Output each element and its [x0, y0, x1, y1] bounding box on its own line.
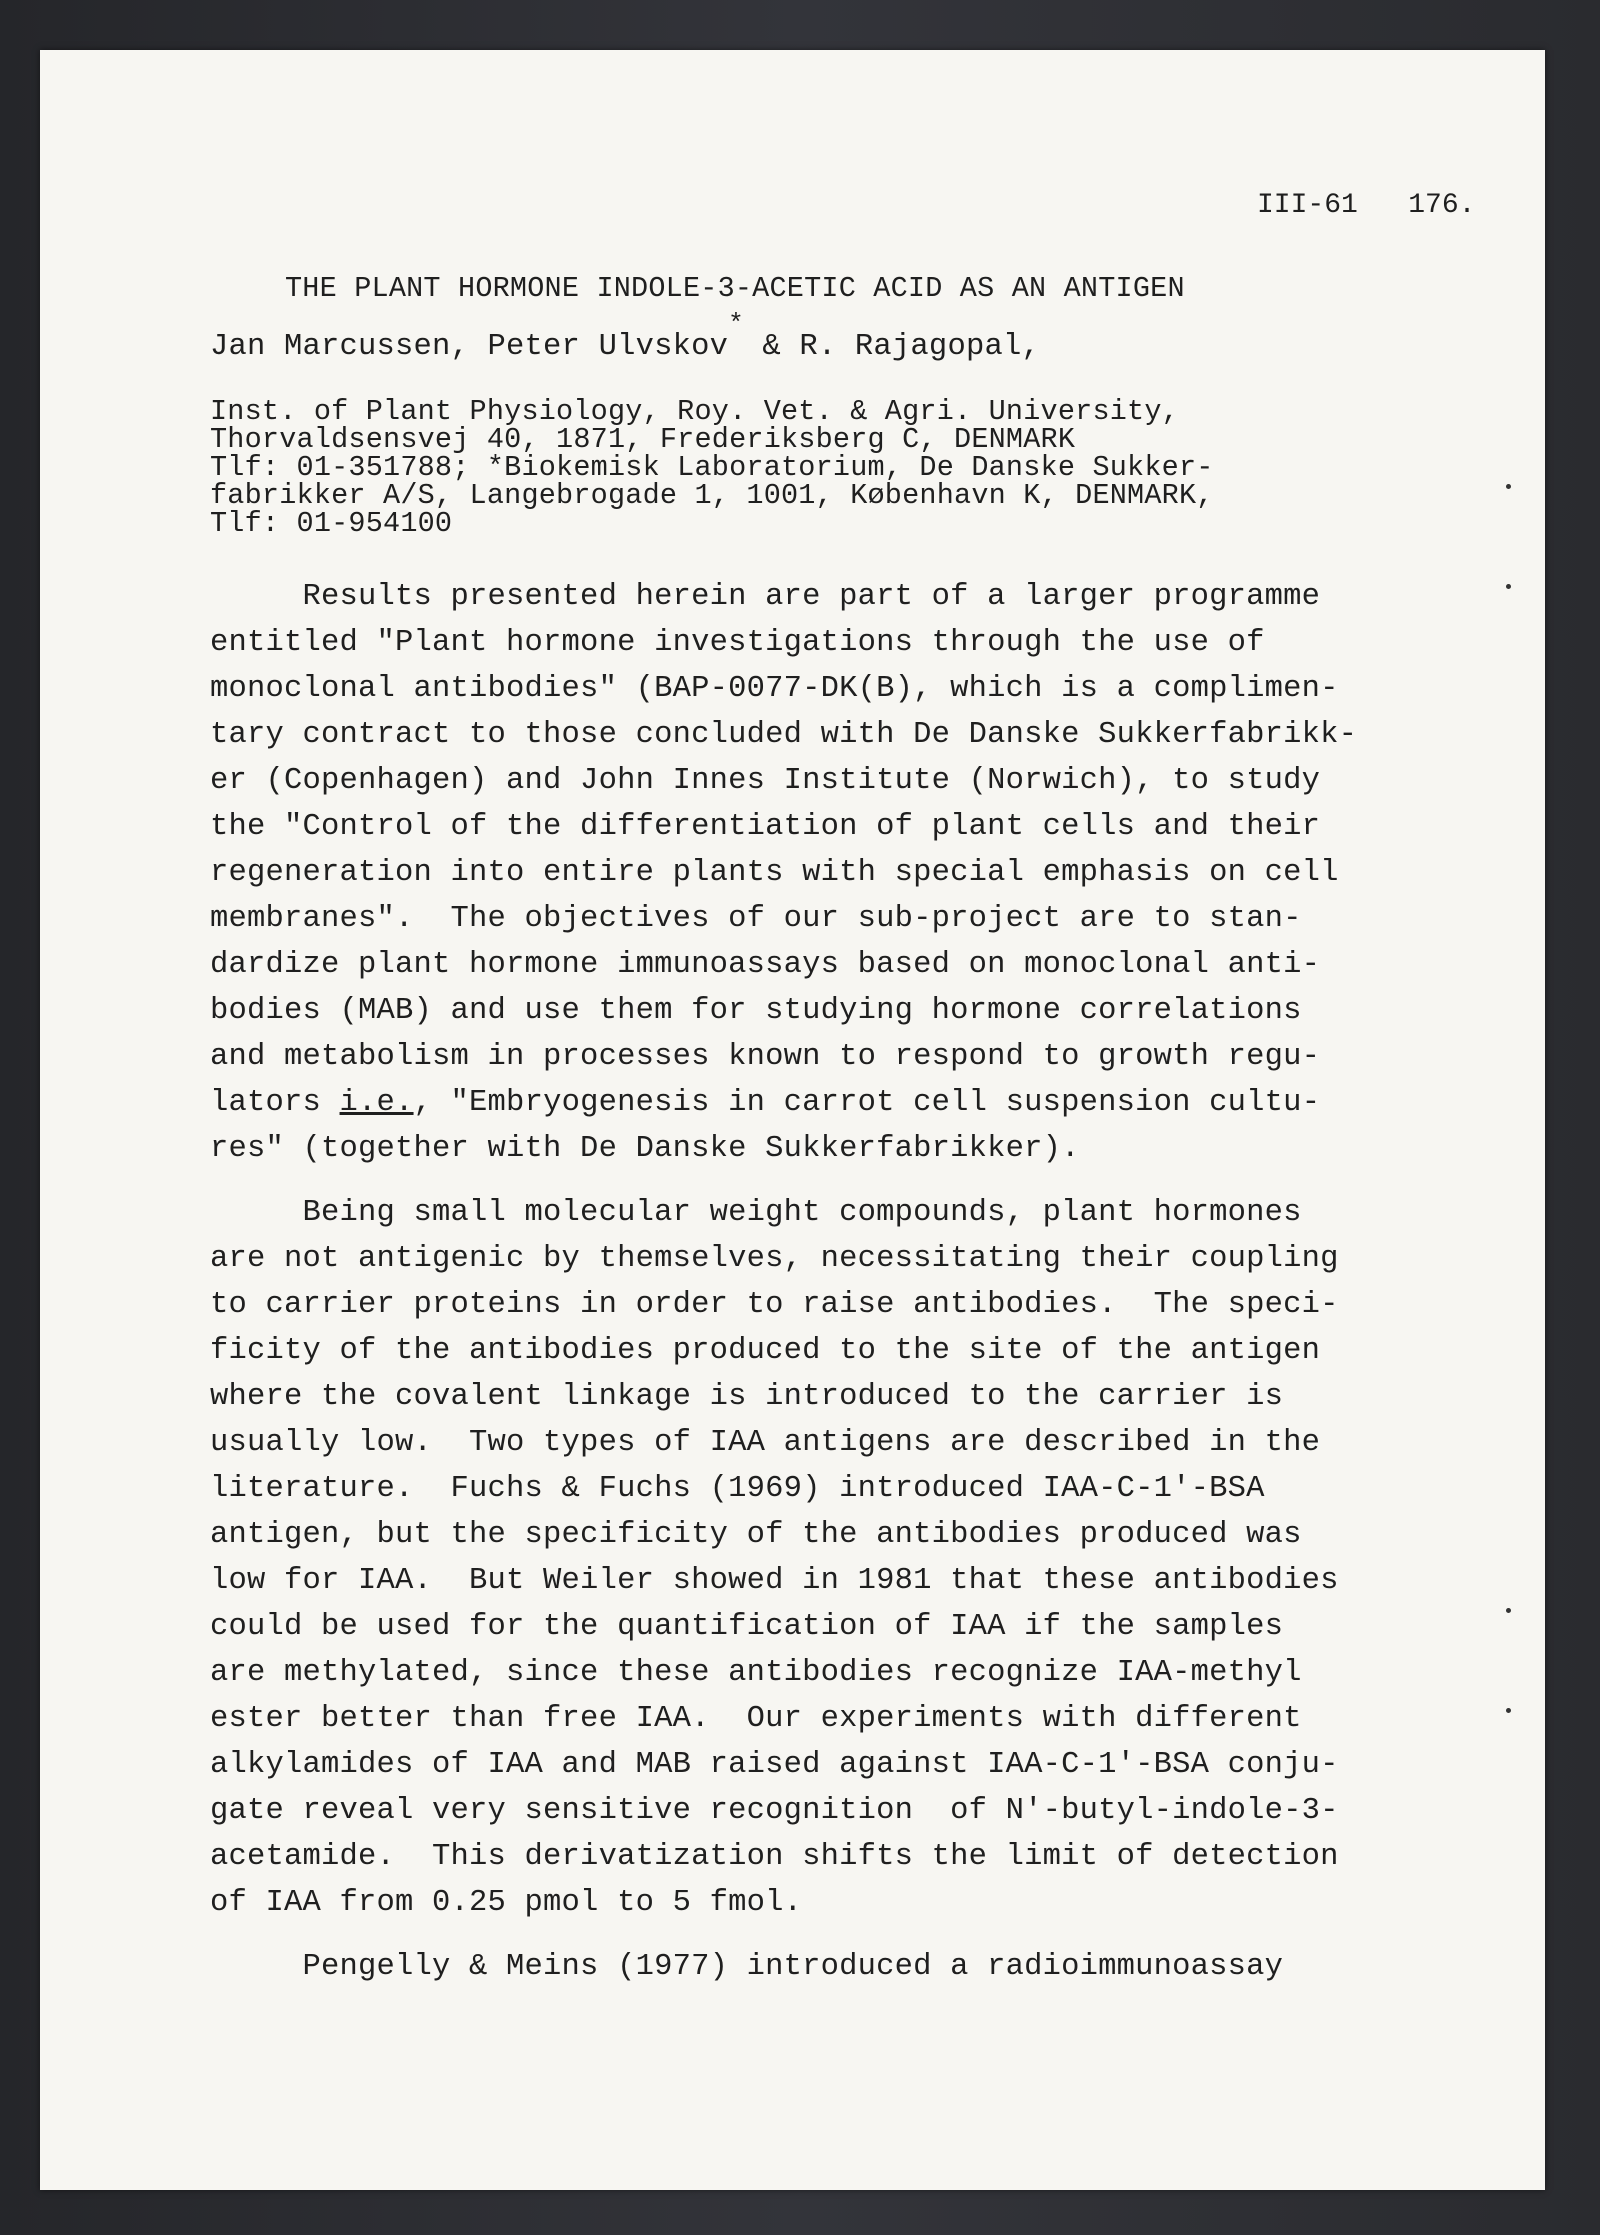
body-text-line: membranes". The objectives of our sub-project are to stan-: [210, 902, 1302, 936]
body-text-line: res" (together with De Danske Sukkerfabrikker).: [210, 1132, 1080, 1166]
body-text-line: entitled "Plant hormone investigations through the use of: [210, 626, 1265, 660]
body-text-line: antigen, but the specificity of the antibodies produced was: [210, 1518, 1302, 1552]
body-text-line: are methylated, since these antibodies recognize IAA-methyl: [210, 1656, 1302, 1690]
body-text-line: to carrier proteins in order to raise antibodies. The speci-: [210, 1288, 1339, 1322]
body-text-line: and metabolism in processes known to respond to growth regu-: [210, 1040, 1321, 1074]
margin-mark: [1506, 1708, 1511, 1713]
body-text-line: ficity of the antibodies produced to the site of the antigen: [210, 1334, 1321, 1368]
body-text-line: usually low. Two types of IAA antigens are described in the: [210, 1426, 1321, 1460]
body-text-line: er (Copenhagen) and John Innes Institute (Norwich), to study: [210, 764, 1321, 798]
body-text-line: acetamide. This derivatization shifts the limit of detection: [210, 1840, 1339, 1874]
body-text-line: the "Control of the differentiation of plant cells and their: [210, 810, 1321, 844]
author-names: Jan Marcussen, Peter Ulvskov: [210, 330, 729, 364]
affiliation-line: Tlf: 01-351788; *Biokemisk Laboratorium, De Danske Sukker-: [210, 451, 1214, 484]
body-text-line: Results presented herein are part of a larger programme: [210, 580, 1321, 614]
margin-mark: [1506, 584, 1511, 589]
body-text-line: could be used for the quantification of IAA if the samples: [210, 1610, 1284, 1644]
margin-mark: [1506, 484, 1511, 489]
text-segment: lators: [210, 1086, 340, 1120]
body-text-line: alkylamides of IAA and MAB raised against IAA-C-1'-BSA conju-: [210, 1748, 1339, 1782]
body-text-line: Being small molecular weight compounds, plant hormones: [210, 1196, 1302, 1230]
body-text-line: Pengelly & Meins (1977) introduced a radioimmunoassay: [210, 1950, 1284, 1984]
author-footnote-mark: *: [728, 309, 744, 339]
body-text-line: gate reveal very sensitive recognition of N'-butyl-indole-3-: [210, 1794, 1339, 1828]
document-title: THE PLANT HORMONE INDOLE-3-ACETIC ACID AS AN ANTIGEN: [285, 272, 1185, 305]
body-text-line: ester better than free IAA. Our experiments with different: [210, 1702, 1302, 1736]
affiliation-line: fabrikker A/S, Langebrogade 1, 1001, København K, DENMARK,: [210, 479, 1214, 512]
page-number: III-61 176.: [1257, 190, 1476, 221]
body-text-line: tary contract to those concluded with De Danske Sukkerfabrikk-: [210, 718, 1358, 752]
body-text-line: where the covalent linkage is introduced to the carrier is: [210, 1380, 1284, 1414]
body-text-line: dardize plant hormone immunoassays based on monoclonal anti-: [210, 948, 1321, 982]
text-segment: , "Embryogenesis in carrot cell suspension cultu-: [413, 1086, 1321, 1120]
underlined-ie: i.e.: [339, 1086, 414, 1120]
body-text-line: are not antigenic by themselves, necessitating their coupling: [210, 1242, 1339, 1276]
body-text-line: bodies (MAB) and use them for studying hormone correlations: [210, 994, 1302, 1028]
body-text-line: [210, 1086, 1320, 1120]
author-names-end: & R. Rajagopal,: [743, 330, 1040, 364]
body-text-line: low for IAA. But Weiler showed in 1981 that these antibodies: [210, 1564, 1339, 1598]
body-text-line: monoclonal antibodies" (BAP-0077-DK(B), which is a complimen-: [210, 672, 1339, 706]
body-text-line: regeneration into entire plants with special emphasis on cell: [210, 856, 1339, 890]
body-text-line: literature. Fuchs & Fuchs (1969) introduced IAA-C-1'-BSA: [210, 1472, 1265, 1506]
body-text-line: of IAA from 0.25 pmol to 5 fmol.: [210, 1886, 803, 1920]
author-line: [210, 309, 1040, 364]
affiliation-line: Inst. of Plant Physiology, Roy. Vet. & Agri. University,: [210, 395, 1179, 428]
affiliation-line: Tlf: 01-954100: [210, 507, 453, 540]
affiliation-line: Thorvaldsensvej 40, 1871, Frederiksberg C, DENMARK: [210, 423, 1076, 456]
margin-mark: [1506, 1608, 1511, 1613]
